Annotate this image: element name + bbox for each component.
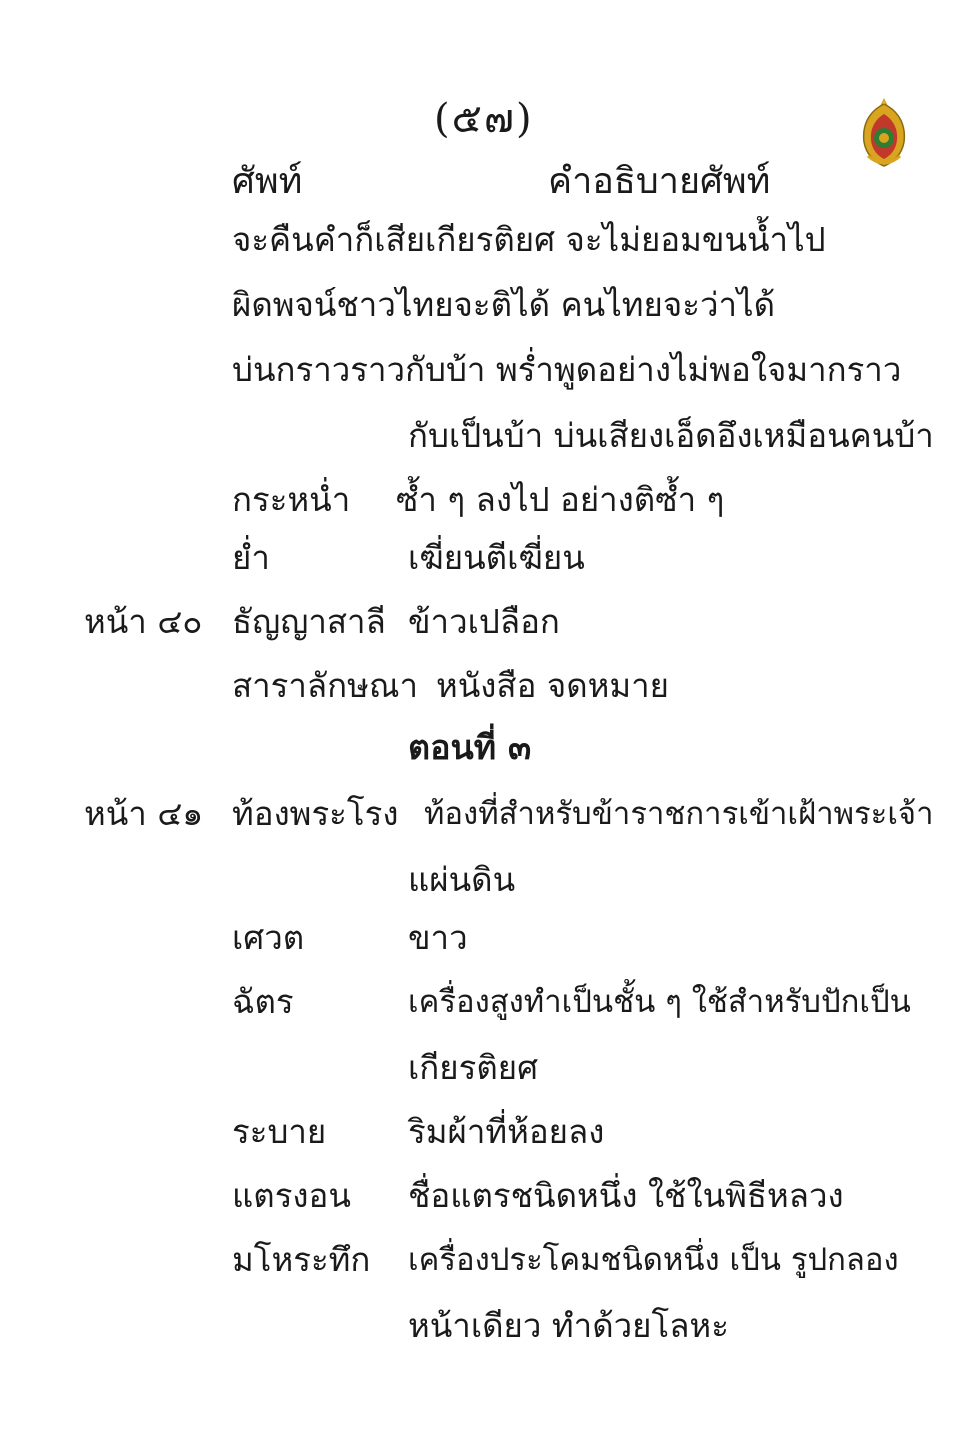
- text-line: กับเป็นบ้า บ่นเสียงเอ็ดอึงเหมือนคนบ้า: [408, 416, 934, 455]
- entry-term: เศวต: [232, 918, 305, 957]
- entry-term: แตรงอน: [232, 1176, 351, 1215]
- entry-term: ระบาย: [232, 1112, 327, 1151]
- header-explanation: คำอธิบายศัพท์: [548, 161, 771, 202]
- entry-definition: เครื่องสูงทำเป็นชั้น ๆ ใช้สำหรับปักเป็น: [408, 984, 911, 1020]
- entry-definition: ริมผ้าที่ห้อยลง: [408, 1112, 605, 1151]
- page-reference: หน้า ๔๑: [84, 794, 204, 833]
- entry-definition-continued: แผ่นดิน: [408, 860, 516, 899]
- entry-definition-continued: เกียรติยศ: [408, 1048, 539, 1087]
- page-number: (๕๗): [434, 96, 534, 142]
- entry-definition: ท้องที่สำหรับข้าราชการเข้าเฝ้าพระเจ้า: [424, 796, 934, 832]
- text-line: บ่นกราวราวกับบ้า พร่ำพูดอย่างไม่พอใจมากราว: [232, 350, 902, 389]
- header-term: ศัพท์: [232, 161, 303, 202]
- page-reference: หน้า ๔๐: [84, 602, 203, 641]
- entry-definition: ชื่อแตรชนิดหนึ่ง ใช้ในพิธีหลวง: [408, 1176, 844, 1215]
- entry-definition: หนังสือ จดหมาย: [436, 666, 670, 705]
- entry-definition: ข้าวเปลือก: [408, 602, 560, 641]
- entry-term: ย่ำ: [232, 538, 270, 577]
- text-line: จะคืนคำก็เสียเกียรติยศ จะไม่ยอมขนน้ำไป: [232, 220, 826, 259]
- entry-definition: ซ้ำ ๆ ลงไป อย่างติซ้ำ ๆ: [396, 480, 725, 519]
- entry-definition-continued: หน้าเดียว ทำด้วยโลหะ: [408, 1306, 729, 1345]
- entry-term: สาราลักษณา: [232, 666, 419, 705]
- section-heading: ตอนที่ ๓: [408, 728, 532, 768]
- text-line: ผิดพจน์ชาวไทยจะติได้ คนไทยจะว่าได้: [232, 285, 776, 324]
- entry-definition: เครื่องประโคมชนิดหนึ่ง เป็น รูปกลอง: [408, 1242, 899, 1278]
- entry-term: กระหน่ำ: [232, 480, 351, 519]
- entry-term: ฉัตร: [232, 982, 294, 1021]
- entry-term: ธัญญาสาลี: [232, 602, 386, 641]
- entry-term: มโหระทึก: [232, 1240, 371, 1279]
- entry-definition: ขาว: [408, 918, 468, 957]
- entry-term: ท้องพระโรง: [232, 794, 399, 833]
- royal-emblem-icon: [858, 96, 910, 168]
- entry-definition: เฆี่ยนตีเฆี่ยน: [408, 538, 585, 577]
